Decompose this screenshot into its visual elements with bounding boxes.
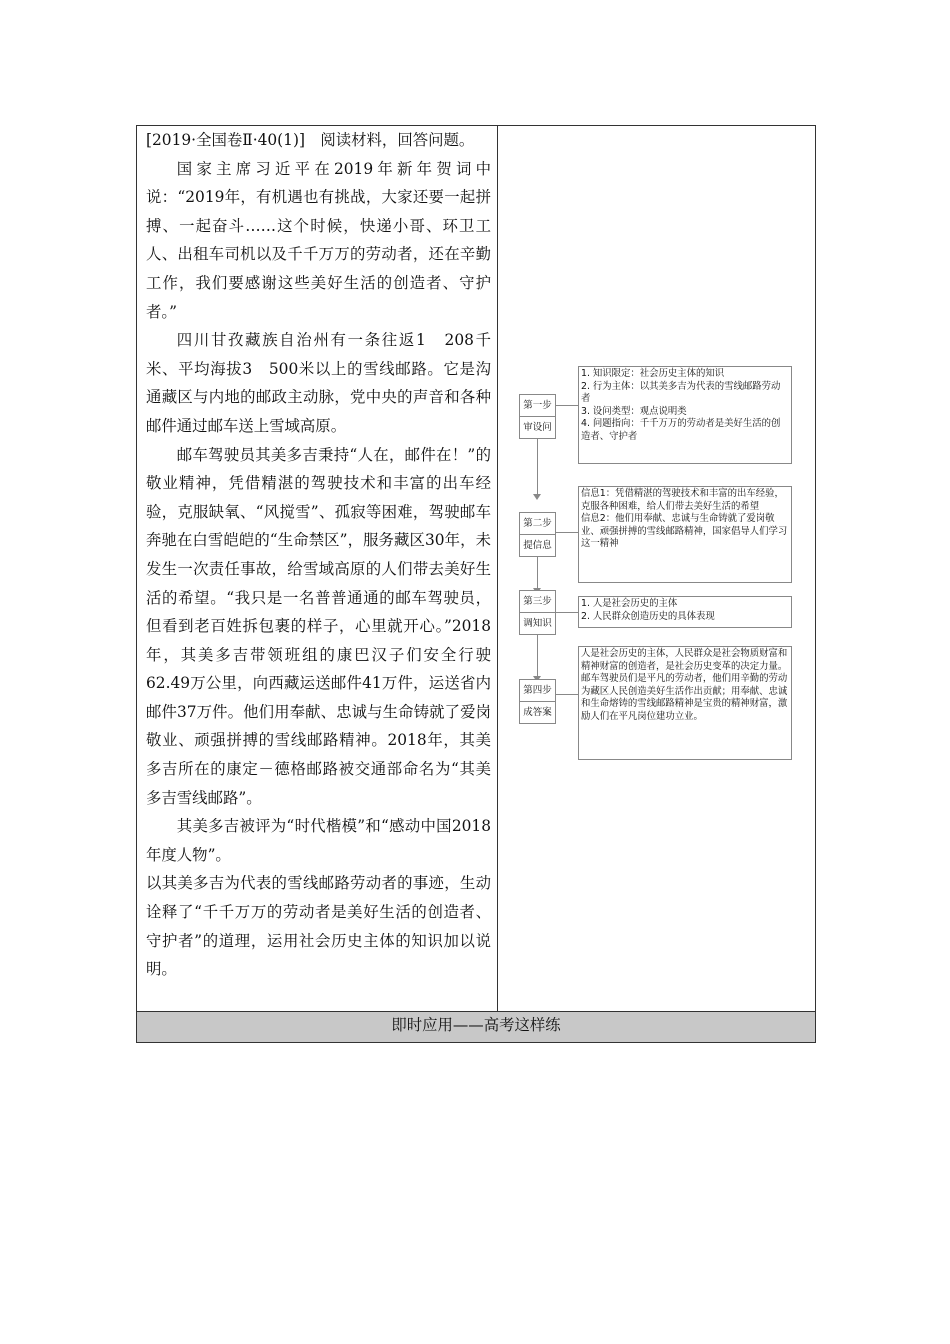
step-content-1 [578,366,792,464]
step-content-2 [578,486,792,583]
step-line: 4. 问题指向：千千万万的劳动者是美好生活的创造者、守护者 [581,418,781,442]
step-label-2 [519,512,556,557]
section-footer-title: 即时应用——高考这样练 [391,1016,561,1034]
step-title: 成答案 [520,701,555,723]
step-line: 1. 人是社会历史的主体 [581,598,678,609]
material-paragraph-3: 邮车驾驶员其美多吉秉持“人在，邮件在！”的敬业精神，凭借精湛的驾驶技术和丰富的出车经验，克服缺氧、“风搅雪”、孤寂等困难，驾驶邮车奔驰在白雪皑皑的“生命禁区”，服务藏区30年，未发生一次责任事故，给雪域高原的人们带去美好生活的希望。“我只是一名普普通通的邮车驾驶员，但看到老百姓拆包裹的样子，心里就开心。”2018年，其美多吉带领班组的康巴汉子们安全行驶62.49万公里，向西藏运送邮件41万件，运送省内邮件37万件。他们用奉献、忠诚与生命铸就了爱岗敬业、顽强拼搏的雪线邮路精神。2018年，其美多吉所在的康定－德格邮路被交通部命名为“其美多吉雪线邮路”。 [146,445,491,807]
step-line: 2. 人民群众创造历史的具体表现 [581,610,715,622]
step-number: 第三步 [523,596,552,607]
connector-line [555,694,578,695]
step-content-3 [578,596,792,628]
connector-line [537,634,538,677]
step-label-4 [519,679,556,724]
step-content-4 [578,646,792,760]
step-line: 2. 行为主体：以其美多吉为代表的雪线邮路劳动者 [581,380,781,405]
step-line: 人是社会历史的主体，人民群众是社会物质财富和精神财富的创造者，是社会历史变革的决定力量。邮车驾驶员们是平凡的劳动者，他们用辛勤的劳动为藏区人民创造美好生活作出贡献；用奉献、忠诚和生命熔铸的雪线邮路精神是宝贵的精神财富，激励人们在平凡岗位建功立业。 [581,648,788,722]
material-paragraph-4: 其美多吉被评为“时代楷模”和“感动中国2018年度人物”。 [146,817,491,864]
step-label-3 [519,590,556,635]
question-prompt: 以其美多吉为代表的雪线邮路劳动者的事迹，生动诠释了“千千万万的劳动者是美好生活的创造者、守护者”的道理，运用社会历史主体的知识加以说明。 [146,874,491,979]
exercise-table [136,125,816,1043]
material-cell [137,126,498,1012]
step-line: 1. 知识限定：社会历史主体的知识 [581,368,725,379]
material-text [137,126,497,984]
step-title: 调知识 [520,612,555,634]
material-paragraph-1: 国家主席习近平在2019年新年贺词中说：“2019年，有机遇也有挑战，大家还要一起拼搏、一起奋斗……这个时候，快递小哥、环卫工人、出租车司机以及千千万万的劳动者，还在辛勤工作，我们要感谢这些美好生活的创造者、守护者。” [146,159,491,321]
connector-line [555,612,578,613]
step-line: 信息1：凭借精湛的驾驶技术和丰富的出车经验，克服各种困难，给人们带去美好生活的希望 [581,488,784,512]
question-source-header: [2019·全国卷Ⅱ·40(1)] 阅读材料，回答问题。 [146,131,475,149]
material-paragraph-2: 四川甘孜藏族自治州有一条往返1 208千米、平均海拔3 500米以上的雪线邮路。它是沟通藏区与内地的邮政主动脉，党中央的声音和各种邮件通过邮车送上雪域高原。 [146,331,491,435]
step-line: 3. 设问类型：观点说明类 [581,405,687,417]
solution-flowchart [498,126,815,1011]
step-line: 信息2：他们用奉献、忠诚与生命铸就了爱岗敬业、顽强拼搏的雪线邮路精神，国家倡导人们学习这一精神 [581,513,788,550]
connector-line [555,532,578,533]
step-number: 第二步 [523,518,552,529]
step-label-1 [519,394,556,439]
step-number: 第一步 [523,400,552,411]
connector-line [555,405,578,406]
step-number: 第四步 [523,685,552,696]
flowchart-cell [498,126,816,1012]
connector-arrow-icon [533,494,541,500]
section-footer-bar [137,1012,816,1043]
step-title: 提信息 [520,534,555,556]
step-title: 审设问 [520,416,555,438]
